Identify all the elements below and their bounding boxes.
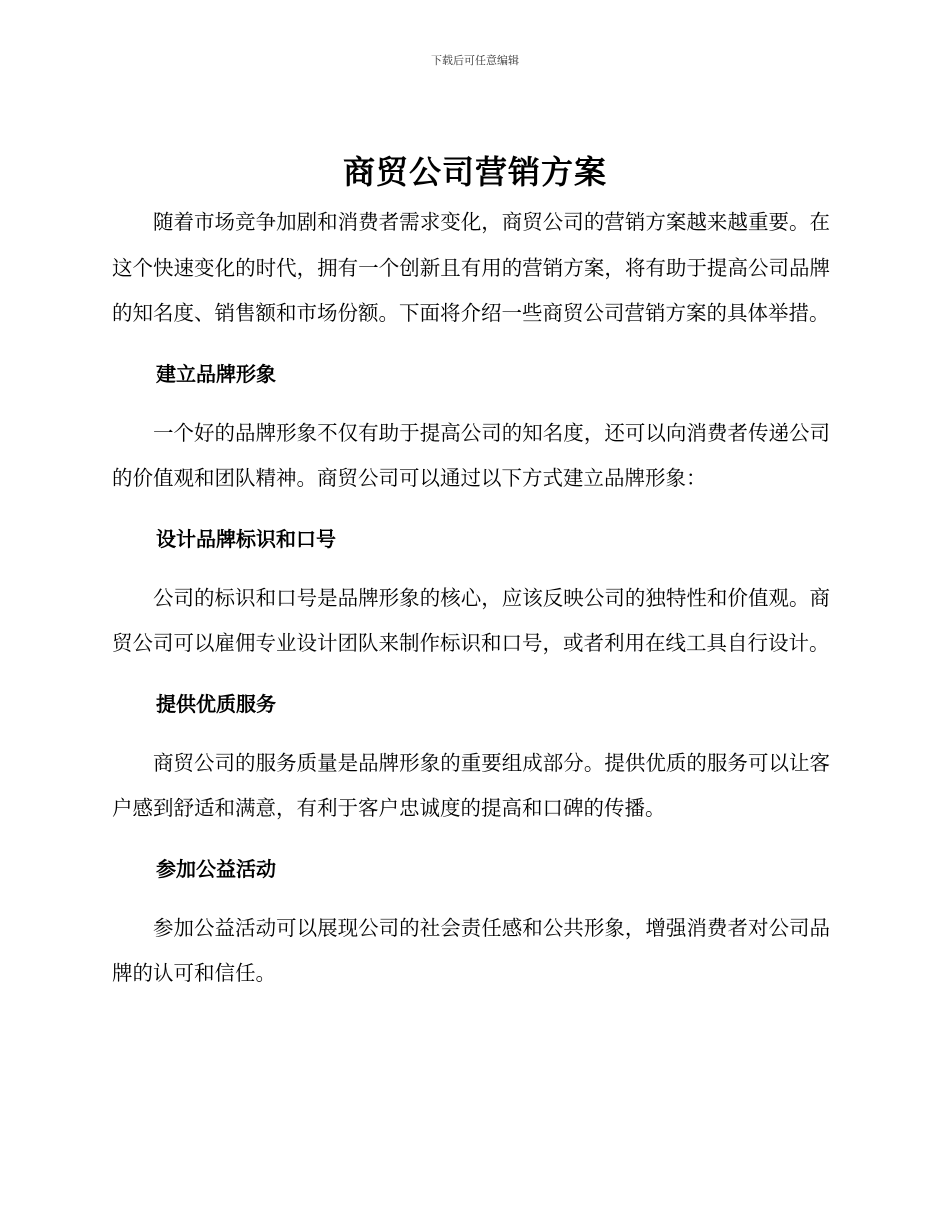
section-paragraph: 商贸公司的服务质量是品牌形象的重要组成部分。提供优质的服务可以让客户感到舒适和满意，有利于客户忠诚度的提高和口碑的传播。 [112, 750, 830, 820]
intro-paragraph: 随着市场竞争加剧和消费者需求变化，商贸公司的营销方案越来越重要。在这个快速变化的时代，拥有一个创新且有用的营销方案，将有助于提高公司品牌的知名度、销售额和市场份额。下面将介绍一些商贸公司营销方案的具体举措。 [112, 210, 830, 325]
section-heading: 参加公益活动 [156, 856, 276, 881]
page-header-note: 下载后可任意编辑 [431, 54, 519, 67]
section-heading: 提供优质服务 [156, 691, 276, 716]
document-title: 商贸公司营销方案 [342, 153, 607, 191]
section-heading: 建立品牌形象 [156, 361, 276, 386]
document-body [112, 200, 830, 997]
section-paragraph: 公司的标识和口号是品牌形象的核心，应该反映公司的独特性和价值观。商贸公司可以雇佣专业设计团队来制作标识和口号，或者利用在线工具自行设计。 [112, 585, 830, 655]
section-paragraph: 一个好的品牌形象不仅有助于提高公司的知名度，还可以向消费者传递公司的价值观和团队精神。商贸公司可以通过以下方式建立品牌形象： [112, 420, 830, 490]
section-heading: 设计品牌标识和口号 [156, 526, 336, 551]
section-paragraph: 参加公益活动可以展现公司的社会责任感和公共形象，增强消费者对公司品牌的认可和信任。 [112, 915, 830, 985]
